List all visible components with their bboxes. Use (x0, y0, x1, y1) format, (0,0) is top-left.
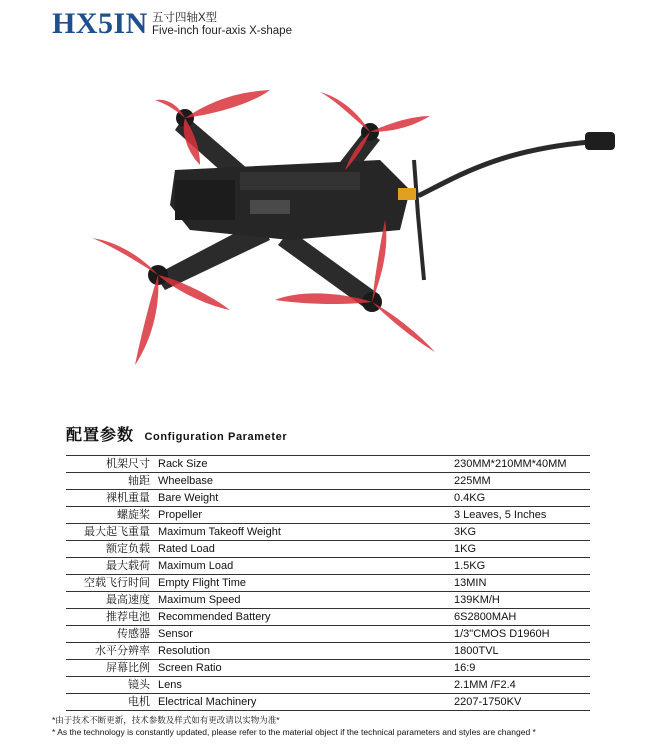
param-en: Lens (156, 677, 454, 694)
param-value: 2.1MM /F2.4 (454, 677, 590, 694)
fc-board (250, 200, 290, 214)
subtitle-cn: 五寸四轴X型 (152, 12, 218, 24)
table-row (66, 626, 590, 643)
param-value: 1800TVL (454, 643, 590, 660)
param-en: Maximum Load (156, 558, 454, 575)
param-cn: 最高速度 (66, 592, 156, 609)
config-title (66, 422, 287, 445)
param-en: Electrical Machinery (156, 694, 454, 711)
subtitle-en: Five-inch four-axis X-shape (152, 25, 292, 37)
param-en: Sensor (156, 626, 454, 643)
antenna-up (414, 160, 418, 215)
param-value: 3KG (454, 524, 590, 541)
param-value: 6S2800MAH (454, 609, 590, 626)
table-row (66, 490, 590, 507)
param-en: Empty Flight Time (156, 575, 454, 592)
disclaimer (52, 714, 536, 738)
antenna-tip (585, 132, 615, 150)
table-row (66, 677, 590, 694)
table-row (66, 541, 590, 558)
param-value: 1.5KG (454, 558, 590, 575)
param-cn: 轴距 (66, 473, 156, 490)
table-row (66, 609, 590, 626)
disclaimer-cn: *由于技术不断更新，技术参数及样式如有更改请以实物为准* (52, 715, 280, 725)
param-value: 3 Leaves, 5 Inches (454, 507, 590, 524)
parameter-table (66, 455, 590, 711)
param-en: Resolution (156, 643, 454, 660)
param-value: 16:9 (454, 660, 590, 677)
param-cn: 机架尺寸 (66, 456, 156, 473)
param-en: Screen Ratio (156, 660, 454, 677)
param-en: Bare Weight (156, 490, 454, 507)
table-row (66, 575, 590, 592)
config-title-cn: 配置参数 (66, 427, 135, 444)
param-value: 1KG (454, 541, 590, 558)
table-row (66, 507, 590, 524)
param-cn: 空载飞行时间 (66, 575, 156, 592)
top-plate (240, 172, 360, 190)
param-en: Maximum Takeoff Weight (156, 524, 454, 541)
camera-cage (175, 180, 235, 220)
param-cn: 水平分辨率 (66, 643, 156, 660)
param-value: 2207-1750KV (454, 694, 590, 711)
table-row (66, 694, 590, 711)
param-cn: 电机 (66, 694, 156, 711)
param-en: Rated Load (156, 541, 454, 558)
param-en: Rack Size (156, 456, 454, 473)
table-row (66, 558, 590, 575)
param-cn: 推荐电池 (66, 609, 156, 626)
param-en: Maximum Speed (156, 592, 454, 609)
param-en: Wheelbase (156, 473, 454, 490)
param-cn: 屏幕比例 (66, 660, 156, 677)
param-value: 139KM/H (454, 592, 590, 609)
propeller-front-right (320, 92, 430, 170)
table-row (66, 643, 590, 660)
param-cn: 螺旋桨 (66, 507, 156, 524)
param-cn: 最大载荷 (66, 558, 156, 575)
table-row (66, 592, 590, 609)
param-value: 1/3"CMOS D1960H (454, 626, 590, 643)
brand-logo: HX5IN (52, 7, 148, 40)
param-cn: 最大起飞重量 (66, 524, 156, 541)
connector (398, 188, 416, 200)
param-value: 13MIN (454, 575, 590, 592)
antenna-down (418, 215, 424, 280)
param-cn: 镜头 (66, 677, 156, 694)
param-en: Propeller (156, 507, 454, 524)
param-en: Recommended Battery (156, 609, 454, 626)
param-cn: 额定负载 (66, 541, 156, 558)
param-cn: 裸机重量 (66, 490, 156, 507)
disclaimer-en: * As the technology is constantly updated, please refer to the material object if the technical parameters and styles are changed * (52, 727, 536, 737)
config-title-en: Configuration Parameter (144, 431, 288, 443)
table-row (66, 456, 590, 473)
subtitle (152, 12, 292, 38)
antenna-cable (420, 142, 590, 195)
table-row (66, 524, 590, 541)
param-cn: 传感器 (66, 626, 156, 643)
param-value: 0.4KG (454, 490, 590, 507)
param-value: 225MM (454, 473, 590, 490)
table-row (66, 473, 590, 490)
param-value: 230MM*210MM*40MM (454, 456, 590, 473)
table-row (66, 660, 590, 677)
drone-photo (80, 80, 640, 380)
